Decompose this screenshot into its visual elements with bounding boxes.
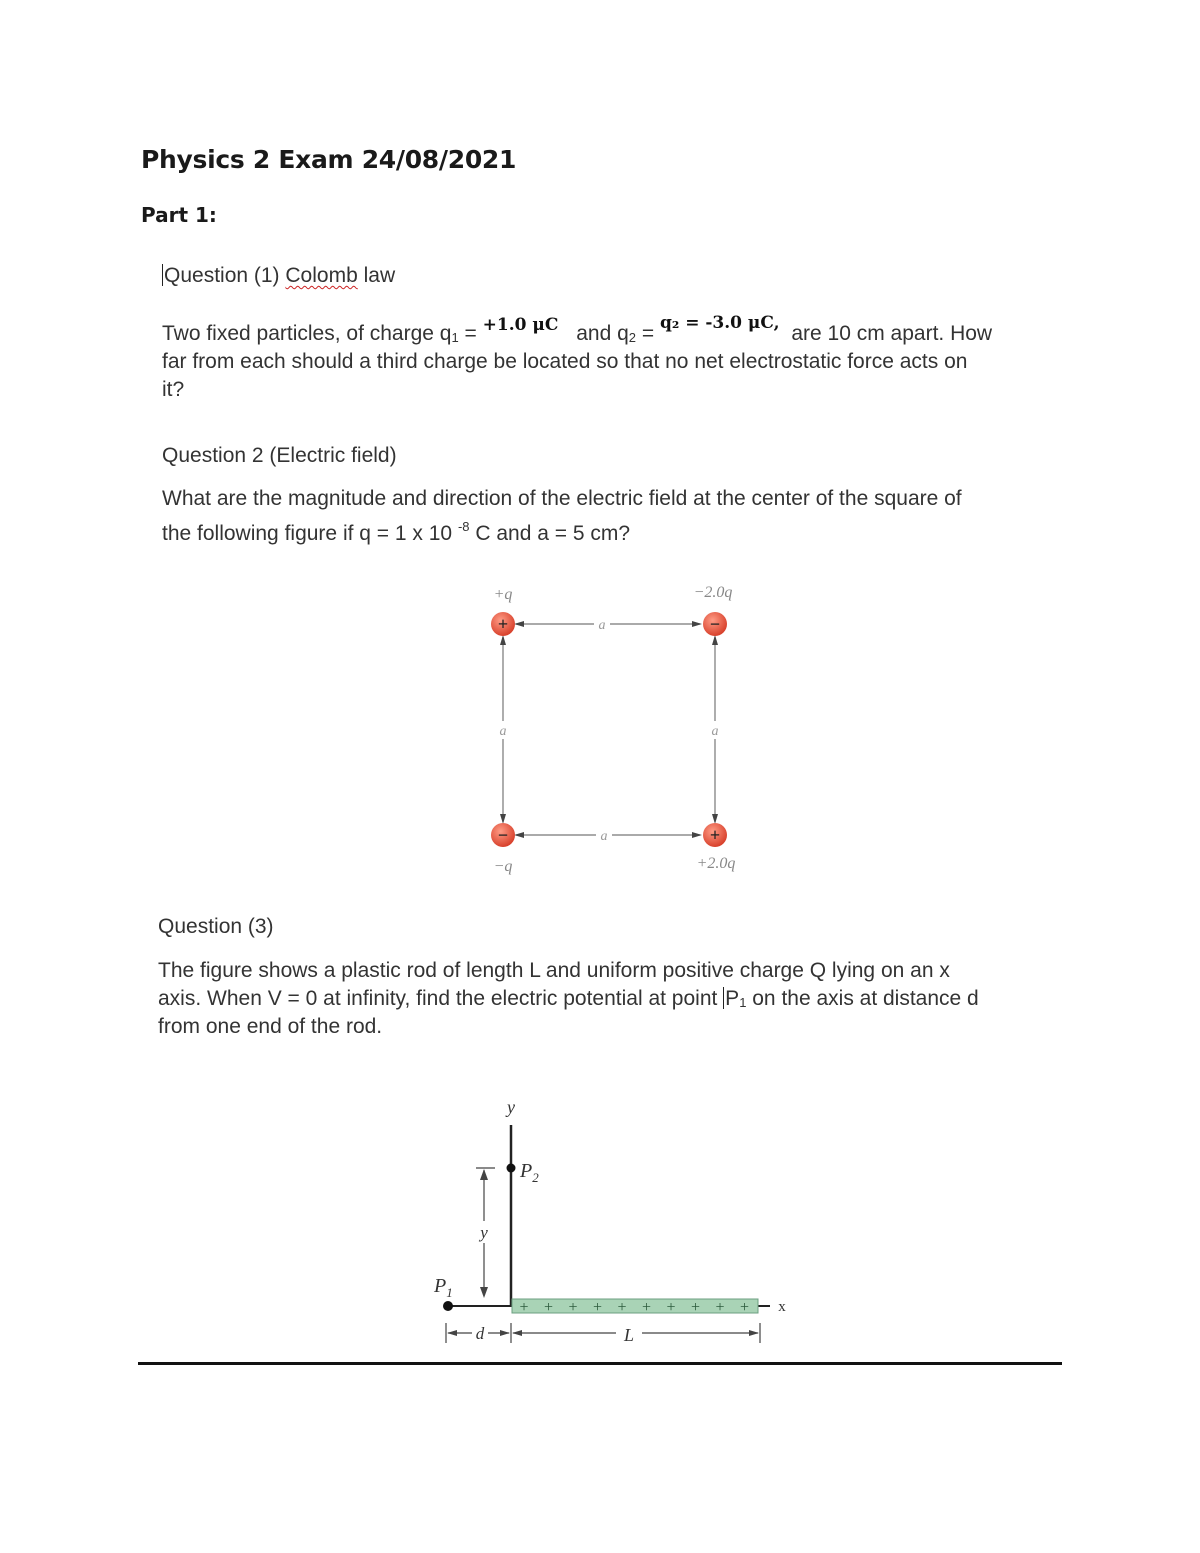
- rod-plus-sign: +: [739, 1299, 750, 1316]
- charge-bottom-left: [491, 823, 515, 847]
- arrowhead-icon: [500, 1330, 510, 1336]
- question-3-line-1: The figure shows a plastic rod of length L and uniform positive charge Q lying on an x: [158, 959, 950, 982]
- p2-label: [519, 1160, 539, 1185]
- arrowhead-icon: [480, 1169, 488, 1180]
- part-heading: Part 1:: [141, 203, 217, 227]
- arrowhead-icon: [480, 1287, 488, 1298]
- p1-letter: P: [434, 1275, 447, 1297]
- rod-plus-sign: +: [592, 1299, 603, 1316]
- bottom-rule: [138, 1362, 1062, 1365]
- text-cursor: [162, 264, 163, 286]
- arrowhead-icon: [514, 621, 524, 627]
- side-label-left: a: [499, 724, 507, 739]
- rod-plus-sign: +: [715, 1299, 725, 1316]
- plus-sign-icon: +: [709, 825, 721, 845]
- arrowhead-icon: [712, 635, 718, 645]
- rod-plus-sign: +: [519, 1299, 529, 1316]
- rod-plus-sign: +: [568, 1299, 578, 1316]
- q3-line2-b: on the axis at distance d: [746, 987, 979, 1010]
- d-label: d: [475, 1324, 485, 1343]
- arrowhead-icon: [514, 832, 524, 838]
- rod-plus-sign: +: [641, 1299, 652, 1316]
- q2-line2-a: the following figure if q = 1 x 10: [162, 522, 458, 545]
- minus-sign-icon: −: [497, 825, 509, 845]
- minus-sign-icon: −: [709, 614, 721, 634]
- arrowhead-icon: [447, 1330, 457, 1336]
- arrowhead-icon: [749, 1330, 759, 1336]
- side-label-right: a: [711, 724, 719, 739]
- p2-letter: P: [520, 1160, 533, 1182]
- q3-line2-a: axis. When V = 0 at infinity, find the electric potential at point: [158, 987, 724, 1010]
- q1-heading-word: Colomb: [285, 264, 358, 287]
- l-label: L: [623, 1325, 635, 1345]
- point-p1-marker: [443, 1301, 453, 1311]
- question-3-line-3: from one end of the rod.: [158, 1015, 383, 1038]
- arrowhead-icon: [500, 635, 506, 645]
- q3-point-letter: P: [725, 987, 740, 1010]
- rod-plus-sign: +: [543, 1299, 554, 1316]
- q1-charge-value: +1.0 μC: [482, 315, 559, 335]
- rod-plus-sign: +: [617, 1299, 627, 1316]
- question-1-line-1: Two fixed particles, of charge q1 = $^{+1.0 \mu C}$ and q2 = $^{q_2 = -3.0 \mu C,}$ are 10 cm apart. How: [162, 313, 993, 345]
- charge-top-left: [491, 612, 515, 636]
- q1-heading-pre: Question (1): [164, 264, 286, 287]
- page-title: Physics 2 Exam 24/08/2021: [141, 145, 517, 174]
- q3-point-sub: 1: [739, 995, 747, 1010]
- charge-bottom-right: [703, 823, 727, 847]
- point-p2-marker: [507, 1164, 516, 1173]
- y-dist-label: y: [480, 1223, 488, 1242]
- q1-text-eq: =: [458, 322, 483, 345]
- question-1-line-2: far from each should a third charge be located so that no net electrostatic force acts on: [162, 350, 968, 373]
- q1-text-and: and q: [570, 322, 629, 345]
- question-3-heading: Question (3): [158, 915, 274, 938]
- arrowhead-icon: [500, 814, 506, 824]
- q1-heading-post: law: [357, 264, 396, 287]
- label-bottom-left: −q: [493, 858, 513, 875]
- q1-sub-1: 1: [451, 330, 459, 345]
- question-1-heading: [162, 264, 395, 288]
- label-top-left: +q: [493, 586, 513, 603]
- y-axis-label: y: [507, 1097, 515, 1117]
- p1-sub: 1: [446, 1285, 453, 1300]
- rod-plus-sign: +: [666, 1299, 676, 1316]
- label-top-right: −2.0q: [693, 584, 733, 601]
- p2-sub: 2: [532, 1170, 539, 1185]
- question-1-line-3: it?: [162, 378, 185, 401]
- plus-sign-icon: +: [497, 614, 509, 634]
- p1-label: [433, 1275, 453, 1300]
- question-2-line-2: [162, 513, 630, 548]
- question-2-heading: Question 2 (Electric field): [162, 444, 397, 467]
- side-label-top: a: [598, 618, 606, 633]
- x-axis-label: x: [778, 1299, 786, 1315]
- square-charges-figure: [470, 575, 770, 880]
- question-2-line-1: What are the magnitude and direction of the electric field at the center of the square of: [162, 487, 962, 510]
- q2-charge-value: q₂ = -3.0 μC,: [659, 313, 780, 333]
- arrowhead-icon: [712, 814, 718, 824]
- arrowhead-icon: [692, 832, 702, 838]
- arrowhead-icon: [692, 621, 702, 627]
- q1-text-b: are 10 cm apart. How: [785, 322, 993, 345]
- rod-figure: [420, 1085, 810, 1360]
- q2-line2-b: C and a = 5 cm?: [469, 522, 631, 545]
- q1-text-a: Two fixed particles, of charge q: [162, 322, 452, 345]
- charge-top-right: [703, 612, 727, 636]
- q1-sub-2: 2: [628, 330, 636, 345]
- arrowhead-icon: [512, 1330, 522, 1336]
- rod-plus-sign: +: [690, 1299, 701, 1316]
- side-label-bottom: a: [600, 829, 608, 844]
- q2-exponent: -8: [457, 519, 470, 534]
- label-bottom-right: +2.0q: [696, 855, 736, 872]
